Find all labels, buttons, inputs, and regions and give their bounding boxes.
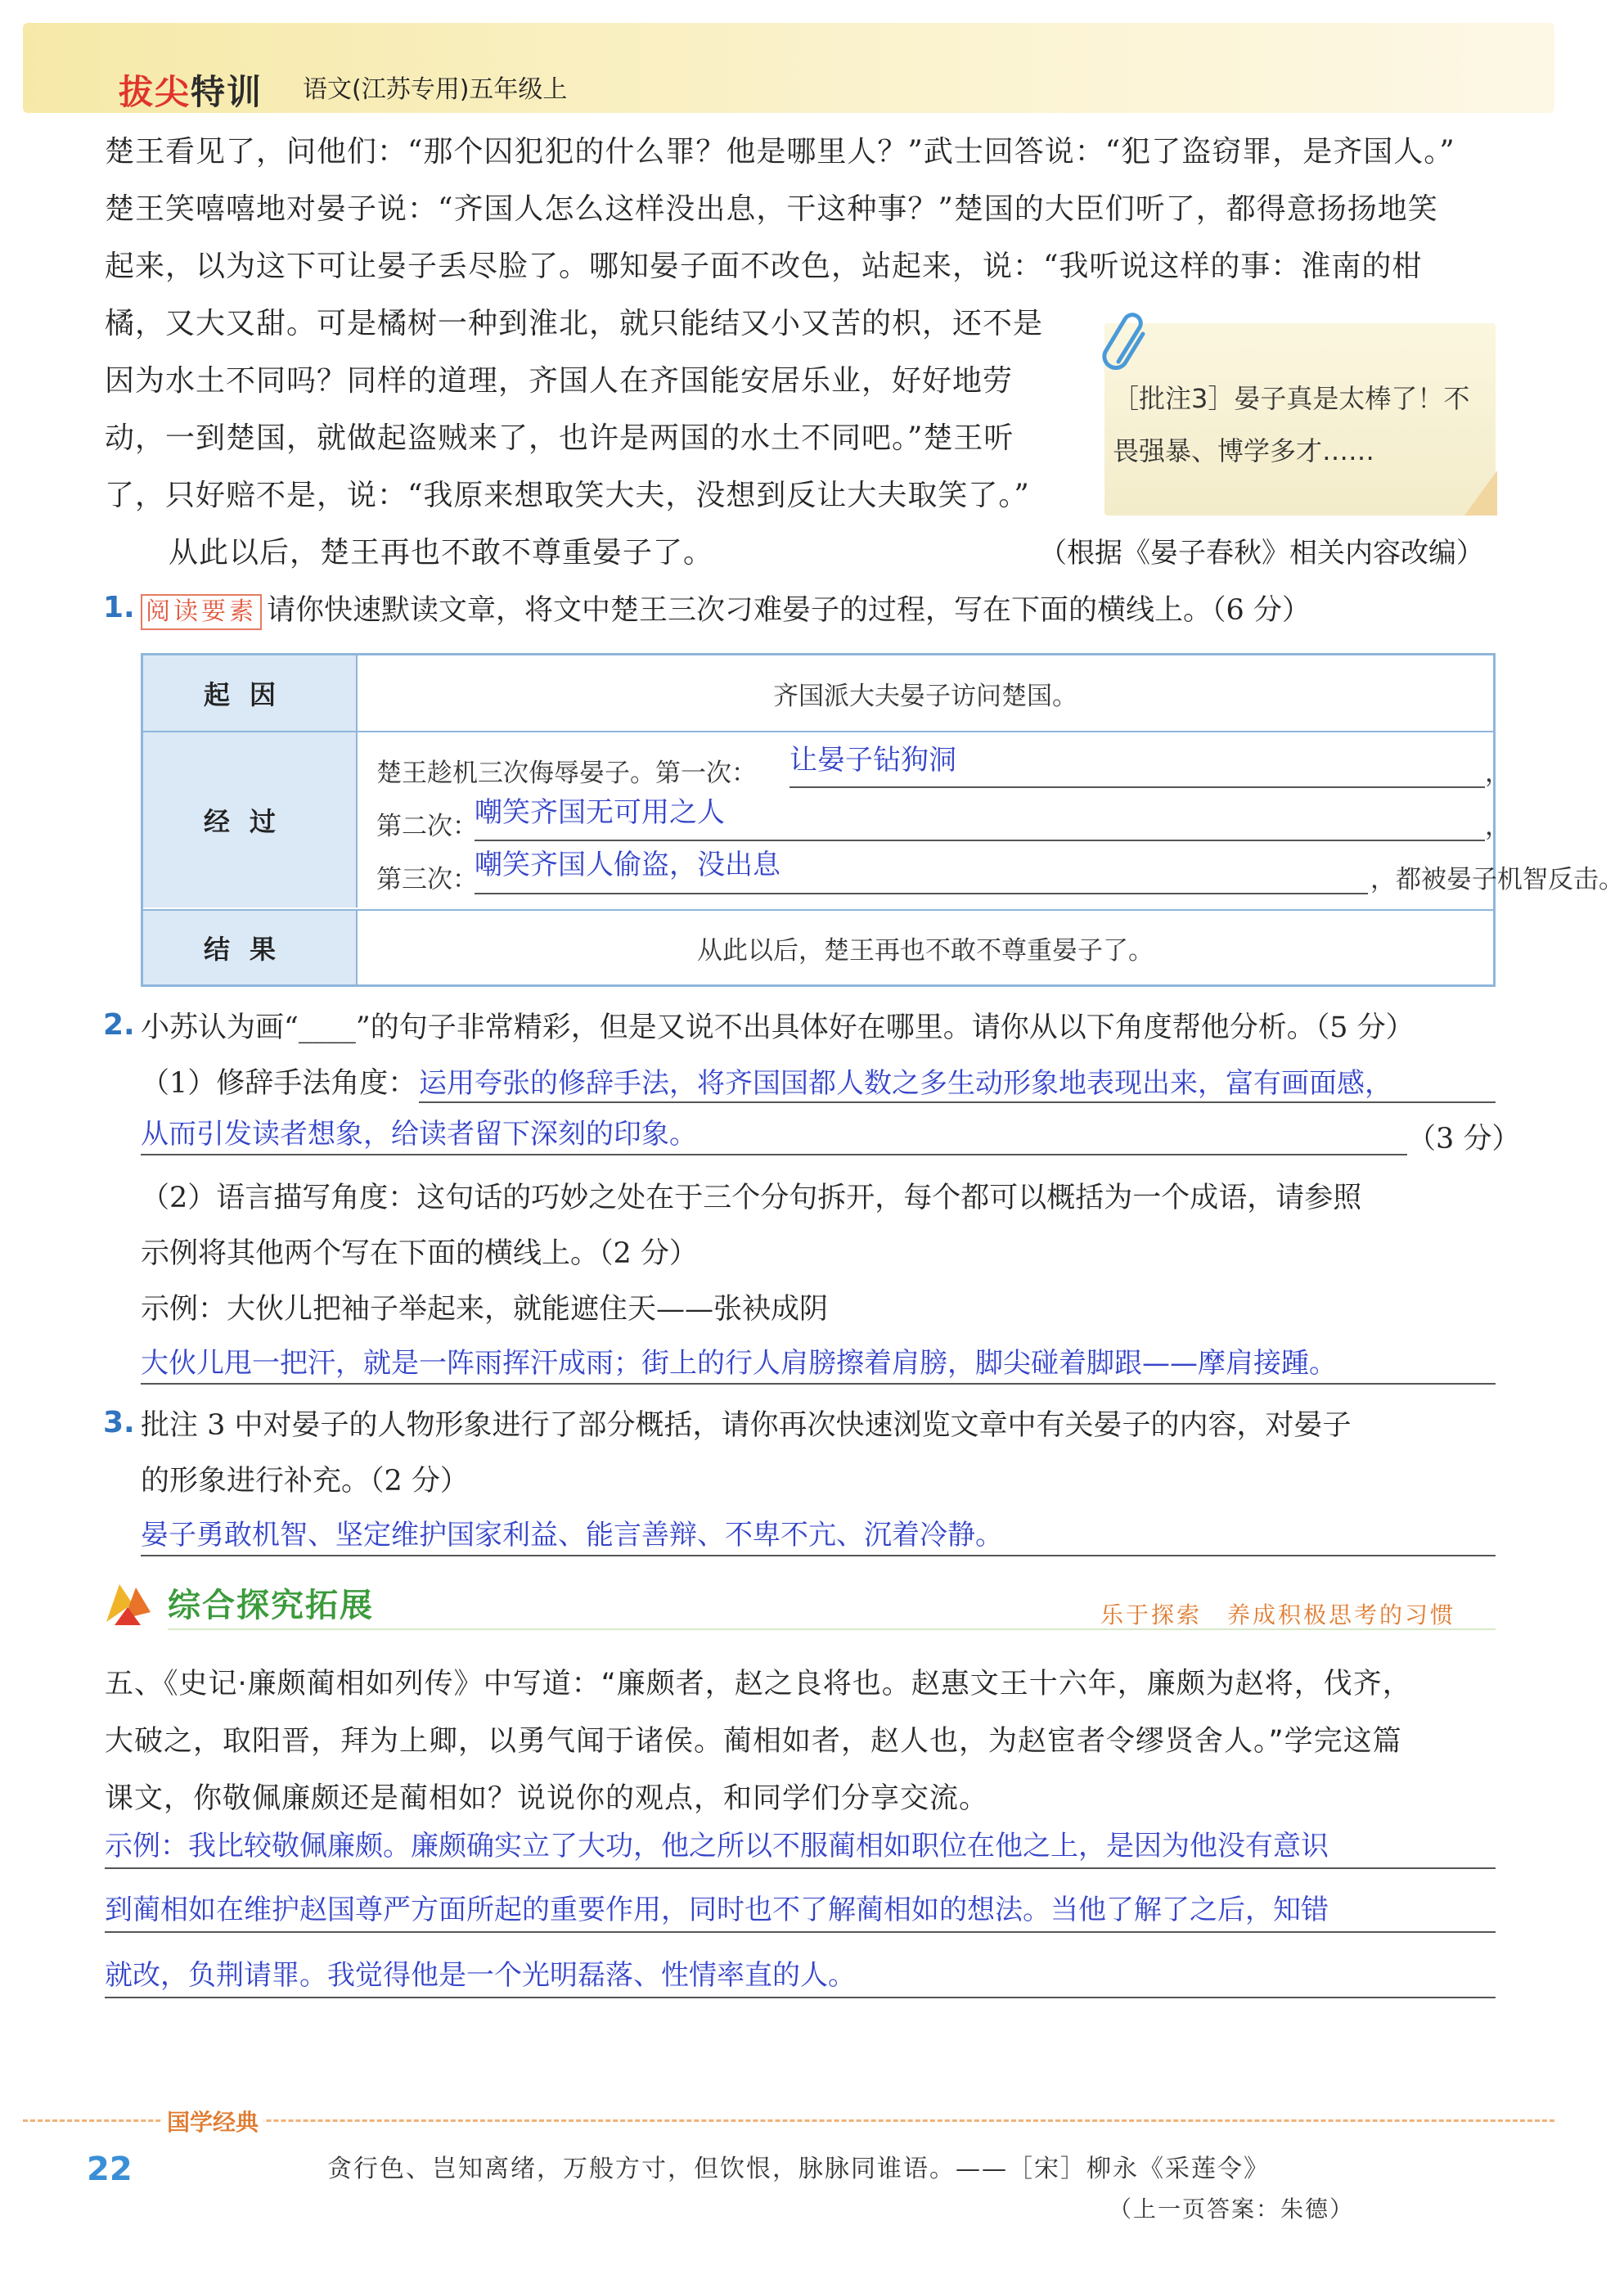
answer-underline <box>475 840 1485 841</box>
process-line3-prefix: 第三次： <box>376 865 478 894</box>
q2-part2-line2: 示例将其他两个写在下面的横线上。（2 分） <box>141 1237 698 1270</box>
q5-answer-line1: 示例：我比较敬佩廉颇。廉颇确实立了大功，他之所以不服蔺相如职位在他之上，是因为他没有意识 <box>105 1830 1329 1862</box>
note-fold-corner <box>1464 471 1497 516</box>
answer-first-insult: 让晏子钻狗洞 <box>790 744 956 777</box>
passage-line-5: 因为水土不同吗？同样的道理，齐国人在齐国能安居乐业，好好地劳 <box>105 364 1014 398</box>
star-pencil-icon <box>100 1579 157 1628</box>
footer-quote: 贪行色、岂知离绪，万般方寸，但饮恨，脉脉同谁语。——［宋］柳永《采莲令》 <box>327 2155 1270 2183</box>
book-title: 语文(江苏专用)五年级上 <box>303 75 568 104</box>
q3-text-line2: 的形象进行补充。（2 分） <box>141 1465 469 1498</box>
answer-underline <box>475 893 1368 894</box>
q1-number: 1. <box>103 591 135 624</box>
process-line2-prefix: 第二次： <box>376 812 478 841</box>
annotation-text: ［批注3］晏子真是太棒了！不畏强暴、博学多才…… <box>1113 383 1470 466</box>
q2-part1-answer-line1: 运用夸张的修辞手法，将齐国国都人数之多生动形象地表现出来，富有画面感， <box>419 1067 1392 1100</box>
passage-line-2: 楚王笑嘻嘻地对晏子说：“齐国人怎么这样没出息，干这种事？”楚国的大臣们听了，都得意扬扬地笑 <box>105 192 1438 226</box>
passage-line-1: 楚王看见了，问他们：“那个囚犯犯的什么罪？他是哪里人？”武士回答说：“犯了盗窃罪，是齐国人。” <box>105 135 1455 169</box>
q3-number: 3. <box>103 1406 135 1439</box>
q1-text: 请你快速默读文章，将文中楚王三次刁难晏子的过程，写在下面的横线上。（6 分） <box>267 594 1311 627</box>
q5-answer-line3: 就改，负荆请罪。我觉得他是一个光明磊落、性情率直的人。 <box>105 1959 856 1992</box>
process-line3-suffix: ，都被晏子机智反击。 <box>1370 865 1624 894</box>
paperclip-icon <box>1100 311 1158 376</box>
section-title: 综合探究拓展 <box>168 1587 374 1624</box>
passage-line-6: 动，一到楚国，就做起盗贼来了，也许是两国的水土不同吧。”楚王听 <box>105 421 1014 455</box>
q2-part2-line1: （2）语言描写角度：这句话的巧妙之处在于三个分句拆开，每个都可以概括为一个成语，请参照 <box>141 1182 1362 1214</box>
passage-line-8: 从此以后，楚王再也不敢不尊重晏子了。 <box>169 536 714 570</box>
passage-line-3: 起来，以为这下可让晏子丢尽脸了。哪知晏子面不改色，站起来，说：“我听说这样的事：淮南的柑 <box>105 250 1423 283</box>
table-head-result: 结果 <box>143 911 358 984</box>
q5-line1: 五、《史记·廉颇蔺相如列传》中写道：“廉颇者，赵之良将也。赵惠文王十六年，廉颇为赵将，伐齐， <box>105 1668 1412 1700</box>
q2-number: 2. <box>103 1008 135 1042</box>
answer-underline <box>790 786 1485 788</box>
answer-underline <box>141 1154 1407 1155</box>
brand-logo <box>119 65 263 115</box>
reading-element-tag: 阅读要素 <box>141 594 262 630</box>
passage-source: （根据《晏子春秋》相关内容改编） <box>1039 537 1484 570</box>
q2-text: 小苏认为画“____”的句子非常精彩，但是又说不出具体好在哪里。请你从以下角度帮他分析。（5 分） <box>141 1011 1415 1044</box>
page-number: 22 <box>87 2151 133 2188</box>
q2-part1-prefix: （1）修辞手法角度： <box>141 1067 417 1100</box>
answer-third-insult: 嘲笑齐国人偷盗，没出息 <box>475 849 781 881</box>
table-head-process: 经过 <box>143 732 358 908</box>
answer-underline <box>141 1383 1496 1385</box>
table-cell-cause: 齐国派大夫晏子访问楚国。 <box>773 681 1077 711</box>
q1-table <box>141 653 1624 987</box>
brand-part2: 特训 <box>191 72 263 112</box>
previous-page-answer: （上一页答案：朱德） <box>1109 2196 1355 2223</box>
answer-underline <box>141 1555 1496 1556</box>
q5-line2: 大破之，取阳晋，拜为上卿，以勇气闻于诸侯。蔺相如者，赵人也，为赵宦者令缪贤舍人。”学完这篇 <box>105 1725 1402 1758</box>
brand-part1: 拔尖 <box>119 72 191 112</box>
table-cell-result: 从此以后，楚王再也不敢不尊重晏子了。 <box>697 935 1154 966</box>
q2-part2-answer: 大伙儿甩一把汗，就是一阵雨挥汗成雨；街上的行人肩膀擦着肩膀，脚尖碰着脚跟——摩肩接踵。 <box>141 1347 1337 1380</box>
q5-answer-line2: 到蔺相如在维护赵国尊严方面所起的重要作用，同时也不了解蔺相如的想法。当他了解了之后，知错 <box>105 1894 1329 1926</box>
q3-text-line1: 批注 3 中对晏子的人物形象进行了部分概括，请你再次快速浏览文章中有关晏子的内容，对晏子 <box>141 1409 1352 1442</box>
answer-underline <box>419 1101 1496 1103</box>
passage-line-7: 了，只好赔不是，说：“我原来想取笑大夫，没想到反让大夫取笑了。” <box>105 479 1030 512</box>
answer-underline <box>105 1867 1496 1869</box>
q2-part1-answer-line2: 从而引发读者想象，给读者留下深刻的印象。 <box>141 1118 697 1151</box>
q1-question <box>141 591 1311 630</box>
q2-example: 示例：大伙儿把袖子举起来，就能遮住天——张袂成阴 <box>141 1293 829 1326</box>
section-motto: 乐于探索 养成积极思考的习惯 <box>1100 1601 1456 1628</box>
passage-line-4: 橘，又大又甜。可是橘树一种到淮北，就只能结又小又苦的枳，还不是 <box>105 307 1044 340</box>
comma: ， <box>1485 759 1510 788</box>
comma: ， <box>1485 812 1510 841</box>
answer-second-insult: 嘲笑齐国无可用之人 <box>475 796 725 829</box>
q2-part1-score: （3 分） <box>1407 1123 1521 1155</box>
q3-answer: 晏子勇敢机智、坚定维护国家利益、能言善辩、不卑不亢、沉着冷静。 <box>141 1519 1003 1552</box>
footer-tag: 国学经典 <box>162 2105 263 2137</box>
process-line1-prefix: 楚王趁机三次侮辱晏子。第一次： <box>376 759 757 788</box>
answer-underline <box>105 1931 1496 1933</box>
table-head-cause: 起因 <box>143 655 358 731</box>
answer-underline <box>105 1997 1496 1998</box>
q5-line3: 课文，你敬佩廉颇还是蔺相如？说说你的观点，和同学们分享交流。 <box>105 1782 989 1815</box>
